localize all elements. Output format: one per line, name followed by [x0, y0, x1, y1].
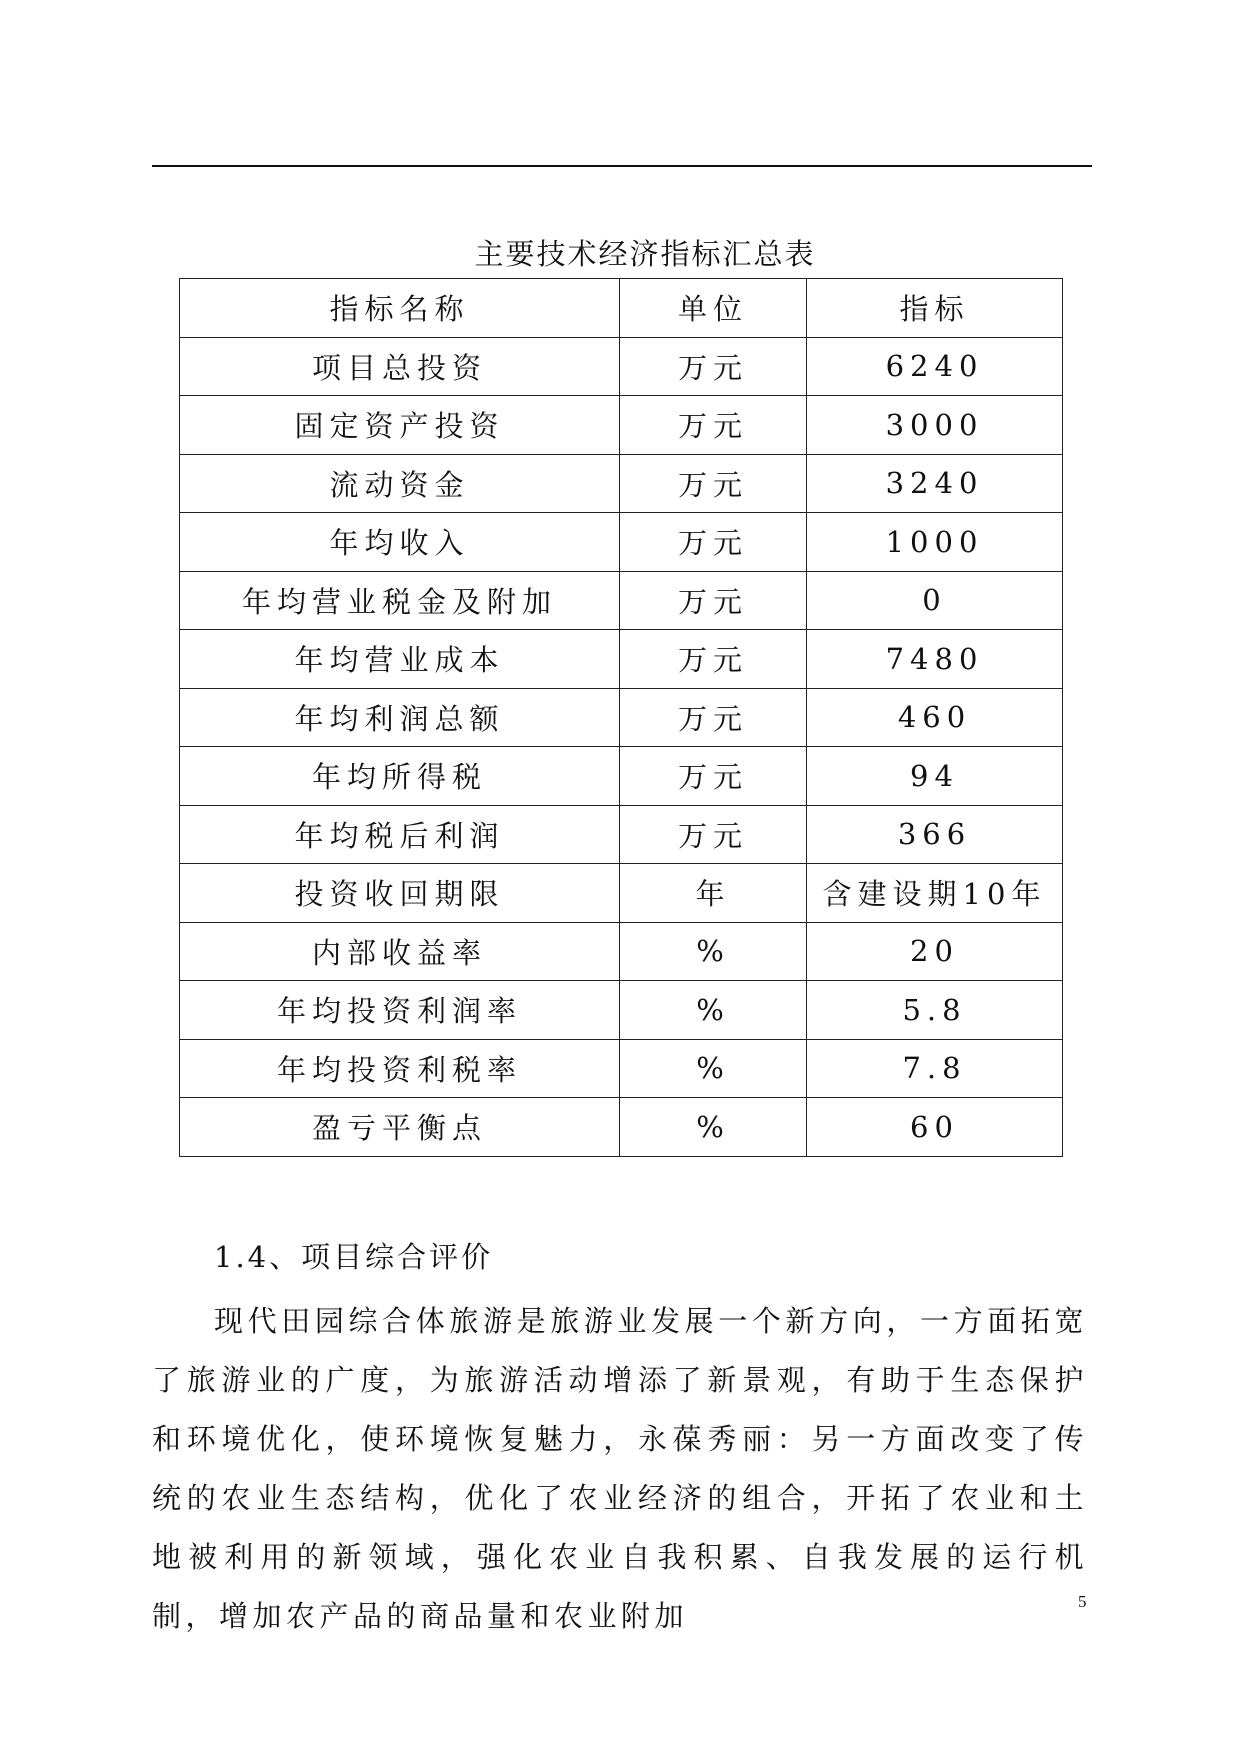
indicator-value-cell: 含建设期10年 [807, 864, 1063, 923]
indicator-value-cell: 3000 [807, 396, 1063, 455]
indicator-name-cell: 年均投资利税率 [180, 1039, 620, 1098]
table-row [180, 981, 1063, 1040]
table-row [180, 805, 1063, 864]
table-row [180, 513, 1063, 572]
unit-cell: % [620, 922, 807, 981]
unit-cell: 万元 [620, 454, 807, 513]
indicator-name-cell: 年均税后利润 [180, 805, 620, 864]
unit-cell: 万元 [620, 805, 807, 864]
table-row [180, 454, 1063, 513]
indicator-name-cell: 年均投资利润率 [180, 981, 620, 1040]
indicator-value-cell: 7480 [807, 630, 1063, 689]
unit-cell: 万元 [620, 688, 807, 747]
page-number: 5 [1078, 1592, 1087, 1611]
indicator-value-cell: 7.8 [807, 1039, 1063, 1098]
indicator-value-cell: 3240 [807, 454, 1063, 513]
indicator-value-cell: 366 [807, 805, 1063, 864]
indicator-value-cell: 460 [807, 688, 1063, 747]
indicator-value-cell: 0 [807, 571, 1063, 630]
indicator-name-cell: 内部收益率 [180, 922, 620, 981]
unit-cell: 万元 [620, 396, 807, 455]
indicator-name-cell: 年均利润总额 [180, 688, 620, 747]
indicator-summary-table [179, 278, 1063, 1157]
indicator-value-cell: 20 [807, 922, 1063, 981]
section-heading: 1.4、项目综合评价 [214, 1240, 494, 1274]
indicator-value-cell: 60 [807, 1098, 1063, 1157]
indicator-name-cell: 年均收入 [180, 513, 620, 572]
unit-cell: 年 [620, 864, 807, 923]
table-row [180, 630, 1063, 689]
indicator-value-cell: 5.8 [807, 981, 1063, 1040]
table-row [180, 1098, 1063, 1157]
table-header-row [180, 279, 1063, 338]
table-row [180, 688, 1063, 747]
unit-cell: % [620, 1098, 807, 1157]
indicator-name-cell: 年均所得税 [180, 747, 620, 806]
indicator-name-cell: 固定资产投资 [180, 396, 620, 455]
header-rule [152, 165, 1092, 167]
indicator-name-cell: 流动资金 [180, 454, 620, 513]
table-row [180, 1039, 1063, 1098]
header-cell-unit: 单位 [620, 279, 807, 338]
header-cell-indicator-value: 指标 [807, 279, 1063, 338]
table-row [180, 747, 1063, 806]
indicator-name-cell: 投资收回期限 [180, 864, 620, 923]
table-title: 主要技术经济指标汇总表 [474, 237, 816, 271]
unit-cell: % [620, 981, 807, 1040]
indicator-name-cell: 项目总投资 [180, 337, 620, 396]
indicator-name-cell: 年均营业成本 [180, 630, 620, 689]
indicator-value-cell: 1000 [807, 513, 1063, 572]
unit-cell: % [620, 1039, 807, 1098]
indicator-value-cell: 6240 [807, 337, 1063, 396]
table-row [180, 396, 1063, 455]
unit-cell: 万元 [620, 747, 807, 806]
table-row [180, 337, 1063, 396]
unit-cell: 万元 [620, 513, 807, 572]
table-row [180, 864, 1063, 923]
table-row [180, 922, 1063, 981]
body-paragraph: 现代田园综合体旅游是旅游业发展一个新方向，一方面拓宽了旅游业的广度，为旅游活动增添了新景观，有助于生态保护和环境优化，使环境恢复魅力，永葆秀丽：另一方面改变了传统的农业生态结构，优化了农业经济的组合，开拓了农业和土地被利用的新领域，强化农业自我积累、自我发展的运行机制，增加农产品的商品量和农业附加 [152, 1304, 1088, 1633]
indicator-name-cell: 盈亏平衡点 [180, 1098, 620, 1157]
indicator-name-cell: 年均营业税金及附加 [180, 571, 620, 630]
header-cell-indicator-name: 指标名称 [180, 279, 620, 338]
unit-cell: 万元 [620, 571, 807, 630]
indicator-value-cell: 94 [807, 747, 1063, 806]
unit-cell: 万元 [620, 337, 807, 396]
unit-cell: 万元 [620, 630, 807, 689]
table-row [180, 571, 1063, 630]
